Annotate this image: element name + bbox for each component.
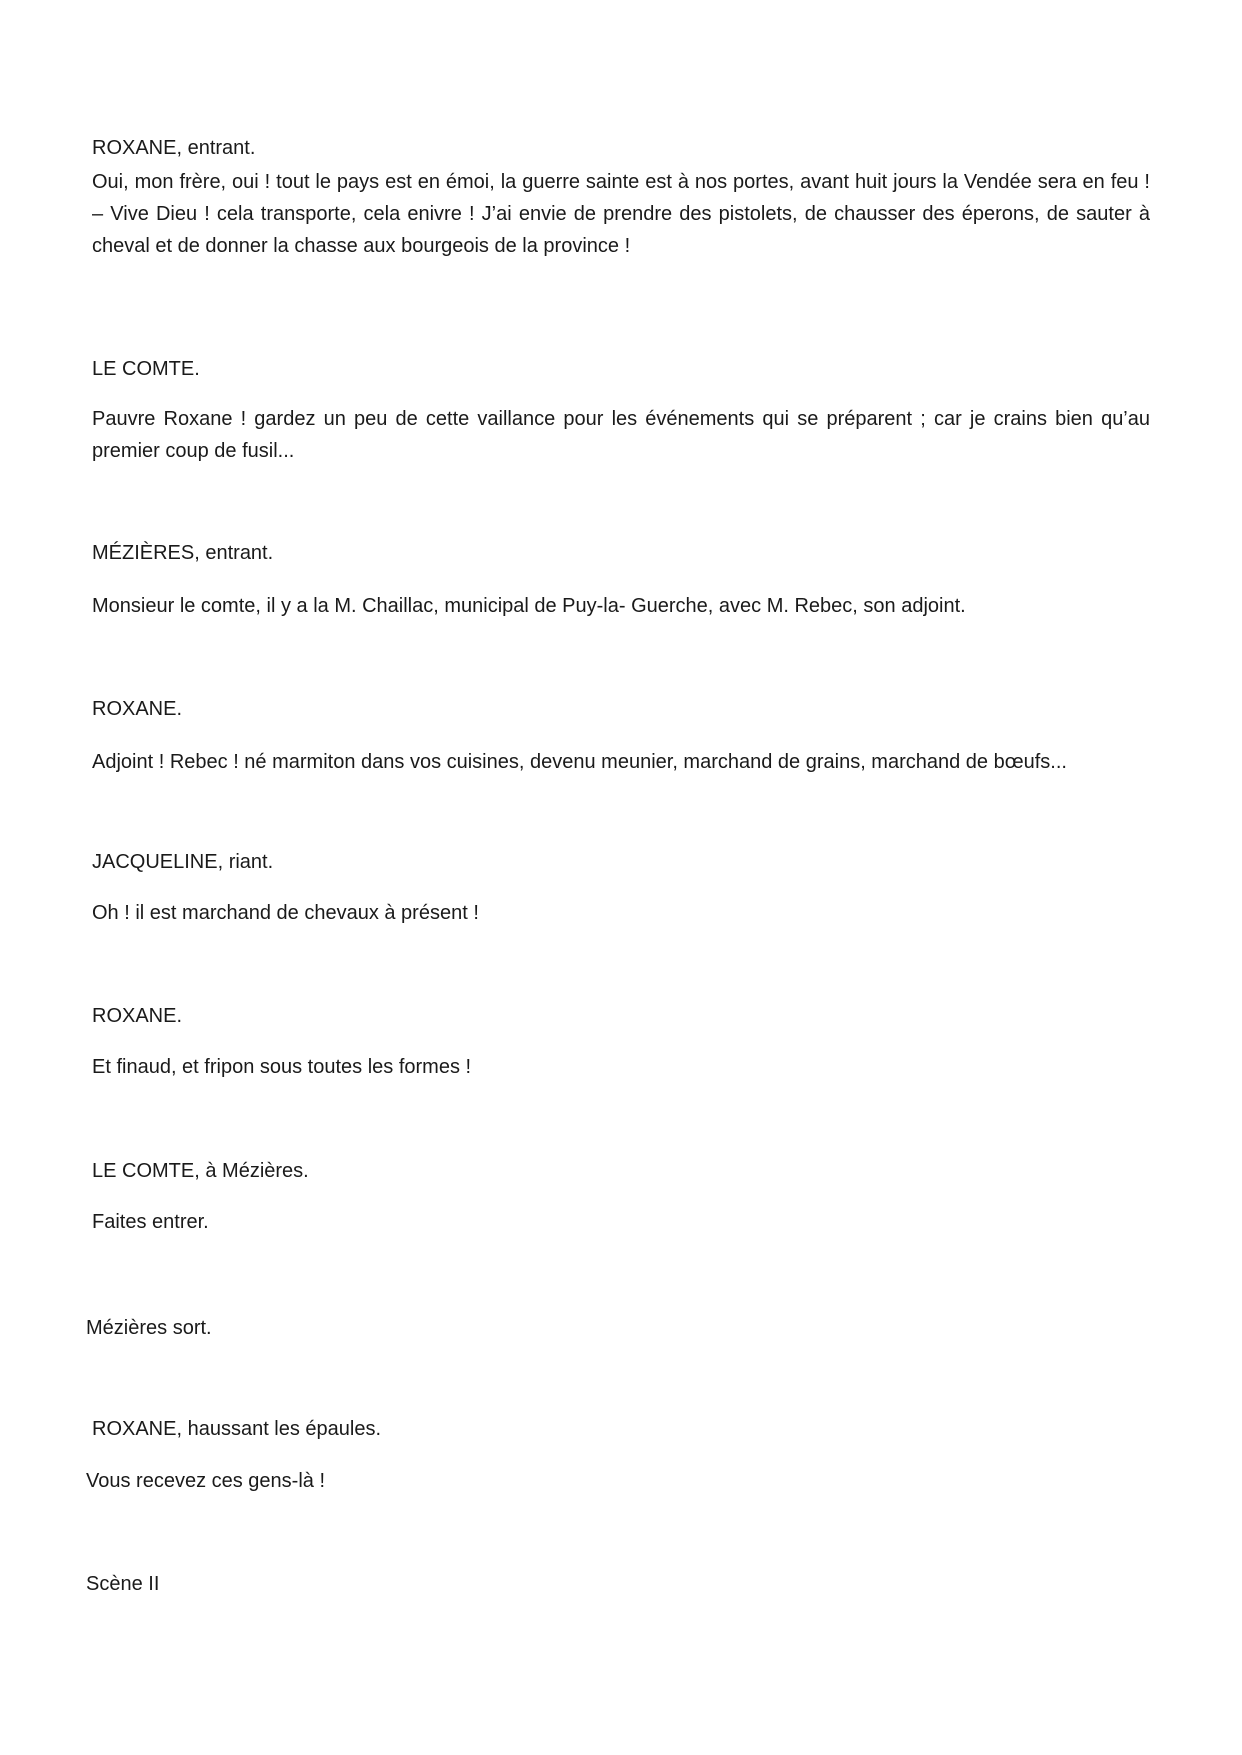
speaker-roxane: ROXANE.	[92, 698, 183, 720]
dialogue-roxane-finaud: Et finaud, et fripon sous toutes les formes !	[92, 1056, 472, 1078]
speaker-roxane-haussant-les-epaules: ROXANE, haussant les épaules.	[92, 1418, 382, 1440]
dialogue-roxane-guerre-sainte: Oui, mon frère, oui ! tout le pays est en émoi, la guerre sainte est à nos portes, avant huit jours la Vendée sera en feu ! – Vive Dieu ! cela transporte, cela enivre ! J’ai envie de prendre des pistolets, de chausser des éperons, de sauter à cheval et de donner la chasse aux bourgeois de la province !	[92, 171, 1150, 257]
dialogue-roxane-rebec: Adjoint ! Rebec ! né marmiton dans vos cuisines, devenu meunier, marchand de grains, marchand de bœufs...	[92, 751, 1067, 773]
speaker-roxane: ROXANE.	[92, 1005, 183, 1027]
dialogue-comte-pauvre-roxane: Pauvre Roxane ! gardez un peu de cette vaillance pour les événements qui se préparent ; car je crains bien qu’au premier coup de fusil...	[92, 408, 1150, 462]
speaker-roxane-entrant: ROXANE, entrant.	[92, 137, 256, 159]
dialogue-mezieres-chaillac: Monsieur le comte, il y a la M. Chaillac, municipal de Puy-la- Guerche, avec M. Rebec, son adjoint.	[92, 595, 966, 617]
dialogue-roxane-gens-la: Vous recevez ces gens-là !	[86, 1470, 326, 1492]
speaker-jacqueline-riant: JACQUELINE, riant.	[92, 851, 274, 873]
dialogue-comte-faites-entrer: Faites entrer.	[92, 1211, 209, 1233]
dialogue-jacqueline-chevaux: Oh ! il est marchand de chevaux à présent !	[92, 902, 479, 924]
stage-direction-mezieres-sort: Mézières sort.	[86, 1317, 212, 1339]
speaker-le-comte-a-mezieres: LE COMTE, à Mézières.	[92, 1160, 309, 1182]
speaker-le-comte: LE COMTE.	[92, 358, 200, 380]
speaker-mezieres-entrant: MÉZIÈRES, entrant.	[92, 542, 274, 564]
scene-heading: Scène II	[86, 1573, 160, 1595]
